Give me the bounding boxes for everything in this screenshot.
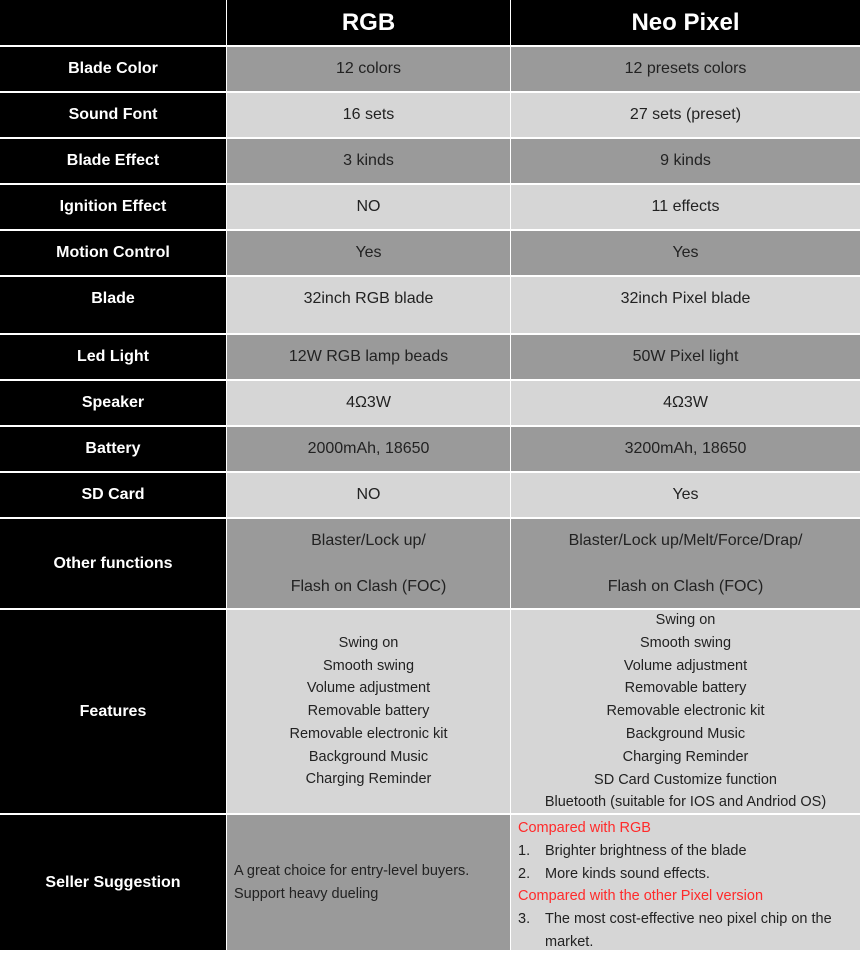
table-row bbox=[0, 335, 860, 381]
feature-item: Removable battery bbox=[307, 703, 430, 720]
item-text: market. bbox=[545, 933, 594, 950]
suggestion-line: Support heavy dueling bbox=[234, 885, 379, 902]
neo-value: 4Ω3W bbox=[511, 381, 860, 427]
table-row bbox=[0, 47, 860, 93]
suggestion-line: A great choice for entry-level buyers. bbox=[234, 863, 470, 879]
rgb-value: 32inch RGB blade bbox=[227, 277, 511, 335]
feature-item: Volume adjustment bbox=[306, 680, 431, 697]
row-label: Motion Control bbox=[0, 231, 227, 277]
suggestion-heading: Compared with the other Pixel version bbox=[518, 888, 764, 905]
neo-value: 32inch Pixel blade bbox=[511, 277, 860, 335]
neo-features bbox=[511, 610, 860, 815]
header-rgb: RGB bbox=[227, 0, 511, 47]
feature-item: Background Music bbox=[308, 748, 429, 765]
feature-item: SD Card Customize function bbox=[594, 771, 777, 788]
neo-other-line: Blaster/Lock up/Melt/Force/Drap/ bbox=[568, 531, 803, 549]
row-label: Seller Suggestion bbox=[0, 815, 227, 950]
neo-value: 9 kinds bbox=[511, 139, 860, 185]
header-neo-pixel: Neo Pixel bbox=[511, 0, 860, 47]
feature-item: Smooth swing bbox=[322, 657, 415, 674]
suggestion-item bbox=[518, 840, 832, 863]
feature-item: Removable electronic kit bbox=[289, 725, 448, 742]
rgb-other-line: Flash on Clash (FOC) bbox=[290, 577, 447, 595]
neo-value: 12 presets colors bbox=[511, 47, 860, 93]
rgb-value: 3 kinds bbox=[227, 139, 511, 185]
rgb-other-functions bbox=[227, 519, 511, 610]
rgb-suggestion bbox=[227, 815, 511, 950]
table-row bbox=[0, 139, 860, 185]
row-label: Ignition Effect bbox=[0, 185, 227, 231]
feature-item: Charging Reminder bbox=[305, 771, 432, 788]
item-number: 1. bbox=[518, 842, 531, 859]
neo-value: Yes bbox=[511, 473, 860, 519]
neo-other-functions bbox=[511, 519, 860, 610]
neo-suggestion bbox=[511, 815, 860, 950]
feature-item: Removable battery bbox=[624, 680, 747, 697]
rgb-value: 12W RGB lamp beads bbox=[227, 335, 511, 381]
table-row bbox=[0, 185, 860, 231]
feature-item: Volume adjustment bbox=[623, 657, 748, 674]
item-number: 3. bbox=[518, 911, 531, 928]
row-label: Other functions bbox=[0, 519, 227, 610]
rgb-other-line: Blaster/Lock up/ bbox=[311, 531, 426, 549]
item-text: Brighter brightness of the blade bbox=[545, 842, 747, 859]
table-row-other-functions bbox=[0, 519, 860, 610]
neo-value: 11 effects bbox=[511, 185, 860, 231]
neo-value: 27 sets (preset) bbox=[511, 93, 860, 139]
neo-value: 50W Pixel light bbox=[511, 335, 860, 381]
row-label: Blade Color bbox=[0, 47, 227, 93]
item-text: The most cost-effective neo pixel chip on the bbox=[545, 911, 832, 928]
table-row-features bbox=[0, 610, 860, 815]
row-label: Sound Font bbox=[0, 93, 227, 139]
rgb-value: NO bbox=[227, 185, 511, 231]
table-row bbox=[0, 427, 860, 473]
feature-item: Swing on bbox=[655, 611, 716, 628]
feature-item: Swing on bbox=[338, 634, 399, 651]
rgb-value: 12 colors bbox=[227, 47, 511, 93]
rgb-value: 16 sets bbox=[227, 93, 511, 139]
neo-value: 3200mAh, 18650 bbox=[511, 427, 860, 473]
rgb-value: 4Ω3W bbox=[227, 381, 511, 427]
row-label: Led Light bbox=[0, 335, 227, 381]
rgb-value: Yes bbox=[227, 231, 511, 277]
suggestion-item bbox=[518, 863, 832, 886]
table-row bbox=[0, 93, 860, 139]
feature-item: Smooth swing bbox=[639, 634, 732, 651]
table-row bbox=[0, 381, 860, 427]
table-row bbox=[0, 473, 860, 519]
suggestion-item bbox=[518, 908, 832, 931]
feature-item: Background Music bbox=[625, 725, 746, 742]
neo-other-line: Flash on Clash (FOC) bbox=[607, 577, 764, 595]
row-label: SD Card bbox=[0, 473, 227, 519]
rgb-value: 2000mAh, 18650 bbox=[227, 427, 511, 473]
header-corner bbox=[0, 0, 227, 47]
feature-item: Charging Reminder bbox=[622, 748, 749, 765]
row-label: Speaker bbox=[0, 381, 227, 427]
rgb-features bbox=[227, 610, 511, 815]
table-row bbox=[0, 231, 860, 277]
feature-item: Bluetooth (suitable for IOS and Andriod OS) bbox=[544, 794, 827, 811]
item-text: More kinds sound effects. bbox=[545, 865, 710, 882]
row-label: Features bbox=[0, 610, 227, 815]
row-label: Blade bbox=[0, 277, 227, 335]
table-row-seller-suggestion bbox=[0, 815, 860, 950]
rgb-value: NO bbox=[227, 473, 511, 519]
neo-value: Yes bbox=[511, 231, 860, 277]
table-header-row bbox=[0, 0, 860, 47]
suggestion-heading: Compared with RGB bbox=[518, 820, 651, 836]
feature-item: Removable electronic kit bbox=[606, 703, 765, 720]
row-label: Battery bbox=[0, 427, 227, 473]
suggestion-item-continued bbox=[518, 931, 832, 954]
table-row bbox=[0, 277, 860, 335]
item-number: 2. bbox=[518, 865, 531, 882]
row-label: Blade Effect bbox=[0, 139, 227, 185]
